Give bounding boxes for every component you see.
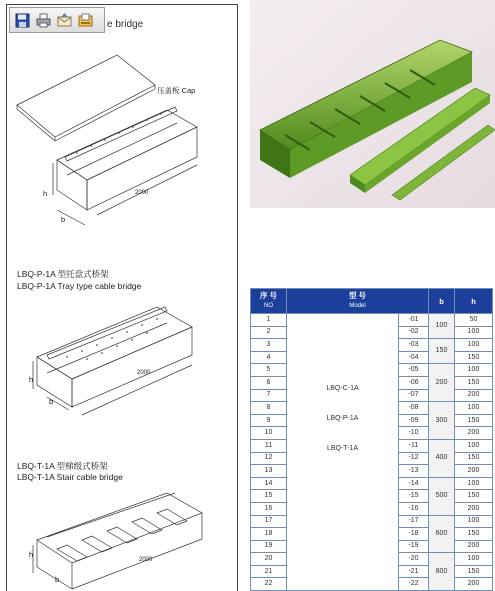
cell-no: 3 <box>251 339 287 352</box>
cell-code: -11 <box>399 439 429 452</box>
cap-label: 压盖板 Cap <box>157 86 196 95</box>
cell-code: -09 <box>399 414 429 427</box>
cell-no: 21 <box>251 565 287 578</box>
cell-no: 2 <box>251 326 287 339</box>
floppy-disk-icon <box>15 13 30 28</box>
cell-no: 12 <box>251 452 287 465</box>
table-header-row <box>251 289 493 314</box>
ladder-drawing <box>7 485 237 591</box>
stair-title-cn: LBQ-T-1A 型梯级式桥架 <box>17 461 108 471</box>
cell-no: 15 <box>251 490 287 503</box>
header-no <box>251 289 287 314</box>
cell-code: -17 <box>399 515 429 528</box>
cell-no: 1 <box>251 314 287 327</box>
ladder-dim-b-label: b <box>55 575 60 584</box>
header-no-cn: 序 号 <box>259 291 278 300</box>
cell-h: 100 <box>455 339 493 352</box>
specification-table-wrap <box>250 288 492 591</box>
cell-h: 200 <box>455 578 493 591</box>
cell-model-group <box>287 314 399 591</box>
cell-h: 200 <box>455 502 493 515</box>
header-model-cn: 型 号 <box>348 291 367 300</box>
cell-h: 150 <box>455 490 493 503</box>
header-b: b <box>429 289 455 314</box>
tray-title-cn: LBQ-P-1A 型托盘式桥架 <box>17 269 109 279</box>
cell-code: -19 <box>399 540 429 553</box>
cell-no: 5 <box>251 364 287 377</box>
header-h: h <box>455 289 493 314</box>
cell-no: 17 <box>251 515 287 528</box>
cell-no: 20 <box>251 553 287 566</box>
table-row <box>251 314 493 327</box>
cell-b: 400 <box>429 439 455 477</box>
cell-code: -18 <box>399 528 429 541</box>
tray-dim-length-label: 2000 <box>137 370 151 376</box>
cell-code: -02 <box>399 326 429 339</box>
tray-drawing <box>7 297 237 447</box>
cell-code: -14 <box>399 477 429 490</box>
cell-no: 4 <box>251 351 287 364</box>
cell-no: 13 <box>251 465 287 478</box>
cell-code: -03 <box>399 339 429 352</box>
ladder-dim-h-label: h <box>29 550 34 559</box>
model-label: LBQ-T-1A <box>326 445 359 452</box>
cell-h: 150 <box>455 452 493 465</box>
cell-code: -13 <box>399 465 429 478</box>
cell-h: 100 <box>455 326 493 339</box>
model-label: LBQ-P-1A <box>326 415 359 422</box>
cell-no: 7 <box>251 389 287 402</box>
tray-dim-b-label: b <box>49 397 54 406</box>
cell-h: 150 <box>455 528 493 541</box>
cell-no: 11 <box>251 439 287 452</box>
cell-no: 6 <box>251 376 287 389</box>
cell-code: -08 <box>399 402 429 415</box>
cell-h: 100 <box>455 477 493 490</box>
table-body <box>251 314 493 591</box>
cell-h: 50 <box>455 314 493 327</box>
save-button[interactable] <box>14 12 31 29</box>
cell-code: -20 <box>399 553 429 566</box>
cell-code: -22 <box>399 578 429 591</box>
stair-title-en: LBQ-T-1A Stair cable bridge <box>17 472 123 482</box>
cell-code: -12 <box>399 452 429 465</box>
cell-h: 100 <box>455 439 493 452</box>
tray-title-en: LBQ-P-1A Tray type cable bridge <box>17 281 142 291</box>
printer-icon <box>36 13 51 28</box>
envelope-icon <box>57 13 72 28</box>
cell-b: 600 <box>429 515 455 553</box>
cap-and-channel-drawing <box>7 45 237 230</box>
cell-code: -07 <box>399 389 429 402</box>
document-printer-icon <box>78 13 93 28</box>
cell-h: 200 <box>455 465 493 478</box>
email-button[interactable] <box>56 12 73 29</box>
cell-b: 100 <box>429 314 455 339</box>
cell-no: 22 <box>251 578 287 591</box>
dim-length-label: 2000 <box>135 190 149 196</box>
cell-h: 150 <box>455 414 493 427</box>
cell-h: 100 <box>455 515 493 528</box>
cell-h: 200 <box>455 389 493 402</box>
header-fragment-text: e bridge <box>107 19 144 30</box>
cell-b: 800 <box>429 553 455 591</box>
cell-b: 300 <box>429 402 455 440</box>
dim-h-label: h <box>43 189 48 198</box>
cell-no: 9 <box>251 414 287 427</box>
cell-b: 150 <box>429 339 455 364</box>
header-no-en: NO <box>264 303 273 309</box>
cell-code: -05 <box>399 364 429 377</box>
cell-no: 14 <box>251 477 287 490</box>
cell-h: 150 <box>455 351 493 364</box>
cell-h: 100 <box>455 364 493 377</box>
image-toolbar <box>9 7 105 33</box>
header-model-en: Model <box>349 303 366 309</box>
product-info-panel <box>242 0 495 591</box>
cell-b: 500 <box>429 477 455 515</box>
cell-code: -16 <box>399 502 429 515</box>
print-preview-button[interactable] <box>77 12 94 29</box>
dim-b-label: b <box>61 215 66 224</box>
cell-code: -01 <box>399 314 429 327</box>
print-button[interactable] <box>35 12 52 29</box>
model-label: LBQ-C-1A <box>326 385 359 392</box>
cell-code: -06 <box>399 376 429 389</box>
cell-no: 19 <box>251 540 287 553</box>
cell-h: 100 <box>455 402 493 415</box>
cell-b: 200 <box>429 364 455 402</box>
cell-no: 8 <box>251 402 287 415</box>
cell-code: -15 <box>399 490 429 503</box>
cell-h: 150 <box>455 565 493 578</box>
cell-code: -04 <box>399 351 429 364</box>
cell-no: 18 <box>251 528 287 541</box>
cable-tray-photo <box>250 0 495 208</box>
cell-h: 150 <box>455 376 493 389</box>
specification-table <box>250 288 493 591</box>
cell-no: 10 <box>251 427 287 440</box>
tray-dim-h-label: h <box>29 375 34 384</box>
catalog-drawing-panel <box>6 4 238 591</box>
cell-h: 200 <box>455 540 493 553</box>
header-model <box>287 289 429 314</box>
ladder-dim-length-label: 2000 <box>139 557 153 563</box>
cell-no: 16 <box>251 502 287 515</box>
cell-code: -21 <box>399 565 429 578</box>
cell-code: -10 <box>399 427 429 440</box>
cell-h: 100 <box>455 553 493 566</box>
cell-h: 200 <box>455 427 493 440</box>
